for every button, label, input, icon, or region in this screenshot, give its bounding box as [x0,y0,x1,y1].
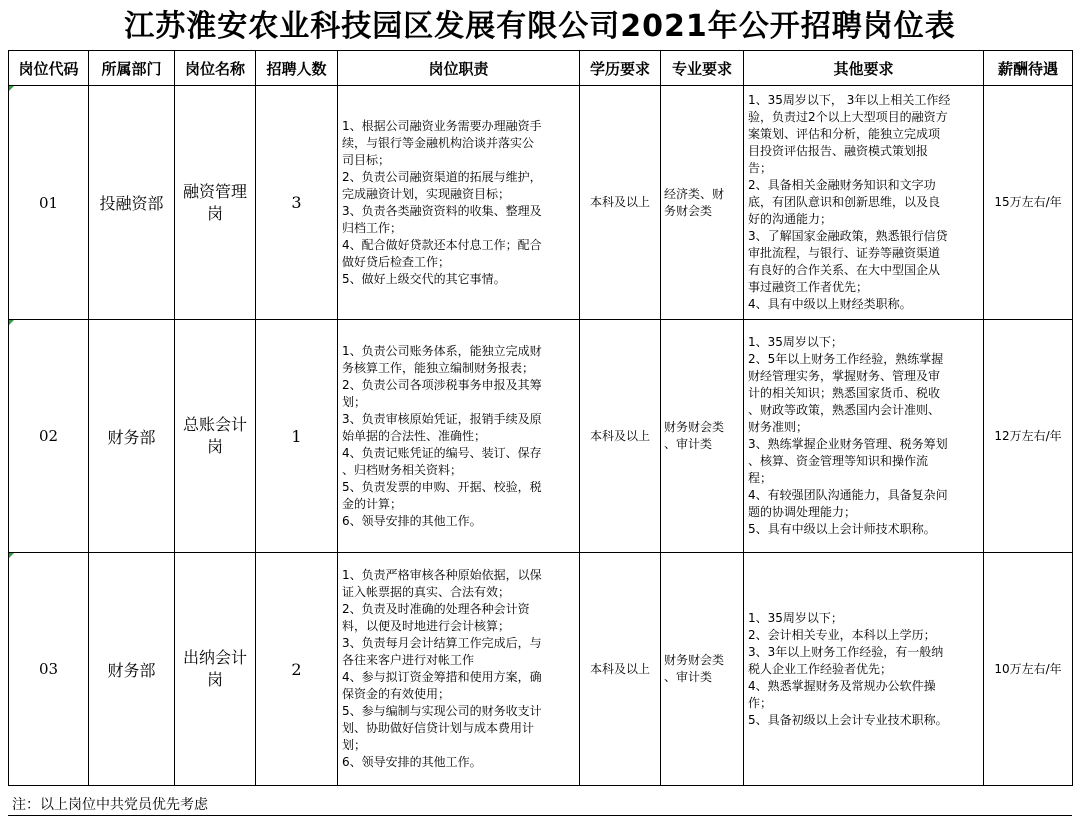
duty-line: 保资金的有效使用； [342,687,451,701]
salary-cell: 12万左右/年 [984,320,1073,553]
headcount-cell: 3 [256,86,338,320]
header-cell: 专业要求 [661,51,744,86]
header-cell: 岗位职责 [338,51,580,86]
duty-line: 务核算工作，能独立编制财务报表； [342,360,535,375]
requirement-line: 审批流程，与银行、证券等融资渠道 [748,246,941,260]
duty-line: 2、负责公司融资渠道的拓展与维护， [342,169,542,184]
requirement-line: 有良好的合作关系、在大中型国企从 [748,263,941,277]
table-row [9,320,1073,553]
duty-line: 6、领导安排的其他工作。 [342,755,482,769]
duty-line: 司目标； [342,152,391,167]
header-cell: 岗位名称 [175,51,256,86]
position-code-cell: 03 [9,553,89,786]
duty-line: 划、协助做好信贷计划与成本费用计 [342,721,535,735]
duty-line: 1、负责公司账务体系，能独立完成财 [342,343,542,358]
requirement-line: 4、熟悉掌握财务及常规办公软件操 [748,678,936,693]
requirement-line: 5、具有中级以上会计师技术职称。 [748,522,936,536]
position-name-cell: 出纳会计岗 [175,553,256,786]
headcount-cell: 1 [256,320,338,553]
duty-line: 6、领导安排的其他工作。 [342,513,482,528]
requirement-line: 1、35周岁以下， 3年以上相关工作经 [748,93,951,107]
requirement-line: 案策划、评估和分析，能独立完成项 [748,127,941,141]
other-requirements-cell [744,553,984,786]
duties-cell [338,553,580,786]
position-name-cell: 融资管理岗 [175,86,256,320]
requirement-line: 5、具备初级以上会计专业技术职称。 [748,712,948,727]
requirement-line: 好的沟通能力； [748,212,833,226]
header-cell: 岗位代码 [9,51,89,86]
requirement-line: 、核算、资金管理等知识和操作流 [748,454,929,468]
header-cell: 所属部门 [89,51,175,86]
requirement-line: 3、了解国家金融政策，熟悉银行信贷 [748,229,948,243]
duty-line: 2、负责及时准确的处理各种会计资 [342,602,530,616]
position-code-cell: 01 [9,86,89,320]
other-requirements-cell [744,320,984,553]
footnote: 注：以上岗位中共党员优先考虑 [8,794,1072,816]
requirement-line: 2、具备相关金融财务知识和文字功 [748,178,936,192]
requirement-line: 告； [748,161,773,175]
education-cell: 本科及以上 [580,320,661,553]
duty-line: 续，与银行等金融机构洽谈并落实公 [342,135,535,150]
cell-marker-icon [9,86,14,91]
requirement-line: 财务准则； [748,420,809,434]
major-line: 财务财会类 [664,653,725,667]
duty-line: 1、负责严格审核各种原始依据，以保 [342,568,542,582]
duty-line: 证入帐票据的真实、合法有效； [342,585,511,599]
duty-line: 4、参与拟订资金筹措和使用方案，确 [342,670,542,684]
department-cell: 财务部 [89,553,175,786]
major-line: 、审计类 [664,670,713,684]
duty-line: 各往来客户进行对帐工作 [342,653,475,667]
recruitment-table [8,50,1073,786]
salary-cell: 15万左右/年 [984,86,1073,320]
department-cell: 财务部 [89,320,175,553]
requirement-line: 程； [748,471,773,485]
requirement-line: 税人企业工作经验者优先； [748,661,893,676]
department-cell: 投融资部 [89,86,175,320]
requirement-line: 目投资评估报告、融资模式策划报 [748,144,929,158]
header-cell: 薪酬待遇 [984,51,1073,86]
duty-line: 、归档财务相关资料； [342,462,463,477]
major-line: 经济类、财 [664,186,725,201]
major-cell [661,320,744,553]
requirement-line: 2、会计相关专业，本科以上学历； [748,627,936,642]
major-cell [661,553,744,786]
duty-line: 料，以便及时地进行会计核算； [342,619,511,633]
salary-cell: 10万左右/年 [984,553,1073,786]
headcount-cell: 2 [256,553,338,786]
table-row [9,553,1073,786]
duty-line: 5、参与编制与实现公司的财务收支计 [342,704,542,718]
duty-line: 金的计算； [342,496,403,511]
duty-line: 完成融资计划，实现融资目标； [342,186,511,201]
duty-line: 3、负责每月会计结算工作完成后，与 [342,636,542,650]
position-code-cell: 02 [9,320,89,553]
duty-line: 1、根据公司融资业务需要办理融资手 [342,118,542,133]
requirement-line: 1、35周岁以下； [748,335,843,349]
requirement-line: 4、有较强团队沟通能力，具备复杂问 [748,488,948,502]
header-cell: 其他要求 [744,51,984,86]
duty-line: 划； [342,738,367,752]
header-cell: 学历要求 [580,51,661,86]
requirement-line: 4、具有中级以上财经类职称。 [748,297,912,311]
table-row [9,86,1073,320]
duty-line: 归档工作； [342,220,403,235]
duty-line: 3、负责各类融资资料的收集、整理及 [342,203,542,218]
duty-line: 3、负责审核原始凭证，报销手续及原 [342,411,542,426]
education-cell: 本科及以上 [580,86,661,320]
requirement-line: 3、3年以上财务工作经验，有一般纳 [748,644,944,659]
requirement-line: 财经管理实务，掌握财务、管理及审 [748,369,941,383]
duty-line: 4、配合做好贷款还本付息工作；配合 [342,237,542,252]
duty-line: 划； [342,394,367,409]
duty-line: 5、做好上级交代的其它事情。 [342,271,506,286]
major-line: 、审计类 [664,437,713,451]
major-line: 务财会类 [664,203,713,218]
requirement-line: 验，负责过2个以上大型项目的融资方 [748,110,948,124]
requirement-line: 1、35周岁以下； [748,610,843,625]
duty-line: 5、负责发票的申购、开据、校验，税 [342,479,542,494]
requirement-line: 底，有团队意识和创新思维，以及良 [748,195,941,209]
major-line: 财务财会类 [664,420,725,434]
duty-line: 4、负责记账凭证的编号、装订、保存 [342,445,542,460]
duty-line: 始单据的合法性、准确性； [342,428,487,443]
header-row [9,51,1073,86]
duties-cell [338,320,580,553]
position-name-cell: 总账会计岗 [175,320,256,553]
other-requirements-cell [744,86,984,320]
requirement-line: 作； [748,695,773,710]
education-cell: 本科及以上 [580,553,661,786]
duties-cell [338,86,580,320]
cell-marker-icon [9,553,14,558]
requirement-line: 2、5年以上财务工作经验，熟练掌握 [748,352,944,366]
duty-line: 2、负责公司各项涉税事务申报及其筹 [342,377,542,392]
page-title: 江苏淮安农业科技园区发展有限公司2021年公开招聘岗位表 [124,9,956,44]
header-cell: 招聘人数 [256,51,338,86]
cell-marker-icon [9,320,14,325]
requirement-line: 事过融资工作者优先； [748,280,869,294]
requirement-line: 题的协调处理能力； [748,505,857,519]
major-cell [661,86,744,320]
duty-line: 做好贷后检查工作； [342,254,451,269]
requirement-line: 、财政等政策，熟悉国内会计准则、 [748,403,941,417]
requirement-line: 计的相关知识；熟悉国家货币、税收 [748,386,941,400]
requirement-line: 3、熟练掌握企业财务管理、税务筹划 [748,437,948,451]
